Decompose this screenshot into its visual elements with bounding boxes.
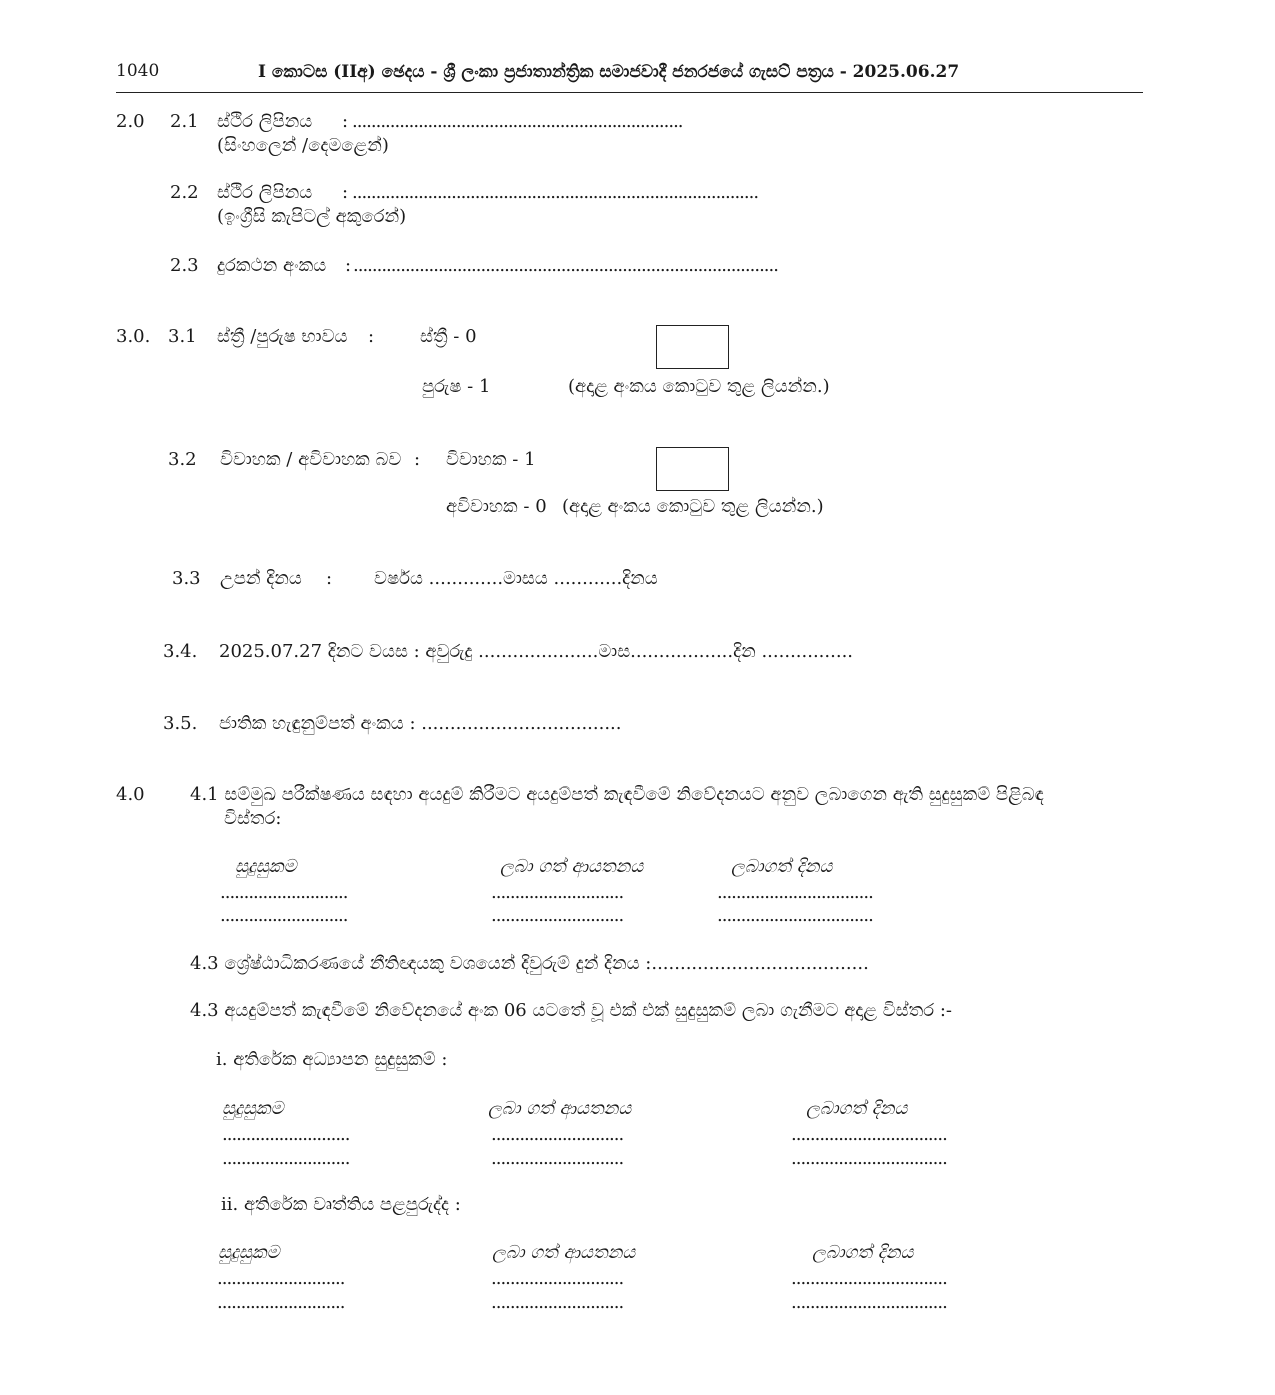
gender-instruction-note: (අදාළ අංකය කොටුව තුළ ලියන්න.) [568,376,830,397]
item-3-2-label: විවාහක / අවිවාහක බව [220,449,402,470]
page-number: 1040 [116,61,160,81]
table1-row2-qualification[interactable]: ........................... [220,905,348,926]
sub2-row1-date[interactable]: ................................. [791,1268,947,1289]
item-2-3-number: 2.3 [170,255,199,276]
table1-header-qualification: සුදුසුකම [235,856,297,877]
sub1-row1-institution[interactable]: ............................ [491,1124,624,1145]
table1-row1-date[interactable]: ................................. [717,882,873,903]
section-2-number: 2.0 [116,111,145,132]
gender-option-female: ස්ත්‍රී - 0 [420,326,477,347]
sub1-title: i. අතිරේක අධ්‍යාපන සුදුසුකම් : [216,1049,448,1070]
item-3-3-label: උපන් දිනය [220,568,302,589]
sub2-header-date: ලබාගත් දිනය [812,1242,914,1263]
item-3-5-number: 3.5. [163,713,198,734]
section-4-number: 4.0 [116,784,145,805]
marital-instruction-note: (අදාළ අංකය කොටුව තුළ ලියන්න.) [562,496,824,517]
item-2-3-label: දුරකථන අංකය [217,255,327,276]
sub1-header-qualification: සුදුසුකම [222,1098,284,1119]
sub2-title: ii. අතිරේක වෘත්තිය පළපුරුද්ද : [221,1194,461,1215]
table1-row1-qualification[interactable]: ........................... [220,882,348,903]
gender-option-male: පුරුෂ - 1 [422,376,491,397]
item-2-2-colon: : [342,182,349,203]
item-4-3-details-heading: 4.3 අයදුම්පත් කැඳවීමේ නිවේදනයේ අංක 06 යටතේ වූ එක් එක් සුදුසුකම් ලබා ගැනීමට අදාළ විස්තර :- [190,1000,952,1021]
sub1-row2-institution[interactable]: ............................ [491,1148,624,1169]
birth-date-field[interactable]: වර්ෂය .............මාසය ............දිනය [374,568,658,589]
item-2-2-label: ස්ථිර ලිපිනය [217,182,313,203]
marital-option-unmarried: අවිවාහක - 0 [446,496,547,517]
marital-option-married: විවාහක - 1 [446,449,536,470]
sub2-row2-qualification[interactable]: ........................... [217,1292,345,1313]
sub1-row2-date[interactable]: ................................. [791,1148,947,1169]
age-field[interactable]: 2025.07.27 දිනට වයස : අවුරුදු .....................මාස..................දින ................ [219,641,854,662]
item-2-1-number: 2.1 [170,111,199,132]
item-2-2-field[interactable]: ...................................................................................... [352,182,759,203]
item-3-2-number: 3.2 [168,449,197,470]
sub1-row1-date[interactable]: ................................. [791,1124,947,1145]
gazette-header-title: I කොටස (IIඅ) ඡෙදය - ශ්‍රී ලංකා ප්‍රජාතාන්ත්‍රික සමාජවාදී ජනරජයේ ගැසට් පත්‍රය - 2025.06.27 [258,62,960,82]
sub1-row2-qualification[interactable]: ........................... [222,1148,350,1169]
item-3-4-number: 3.4. [163,641,198,662]
item-2-1-field[interactable]: ...................................................................... [352,111,683,132]
sub1-header-date: ලබාගත් දිනය [806,1098,908,1119]
sub2-header-institution: ලබා ගත් ආයතනය [492,1242,636,1263]
sub1-row1-qualification[interactable]: ........................... [222,1124,350,1145]
marital-input-box[interactable] [656,447,729,491]
table1-row2-institution[interactable]: ............................ [491,905,624,926]
item-3-1-colon: : [368,326,375,347]
sub2-row2-date[interactable]: ................................. [791,1292,947,1313]
item-2-2-number: 2.2 [170,182,199,203]
item-2-3-colon: : [345,255,352,276]
sub2-row1-qualification[interactable]: ........................... [217,1268,345,1289]
sub2-row2-institution[interactable]: ............................ [491,1292,624,1313]
table1-row1-institution[interactable]: ............................ [491,882,624,903]
item-2-1-subtitle: (සිංහලෙන් /දෙමළෙන්) [217,135,389,156]
sub2-header-qualification: සුදුසුකම [218,1242,280,1263]
item-2-1-label: ස්ථිර ලිපිනය [217,111,313,132]
item-2-3-field[interactable]: .......................................................................................... [353,255,778,276]
item-4-1-line1: 4.1 සම්මුඛ පරීක්ෂණය සඳහා අයදුම් කිරීමට අයදුම්පත් කැඳවීමේ නිවේදනයට අනුව ලබාගෙන ඇති සුදුසුකම් පිළිබඳ [190,784,1044,805]
item-3-3-number: 3.3 [172,568,201,589]
nic-number-field[interactable]: ජාතික හැඳුනුම්පත් අංකය : ................................... [219,713,622,734]
item-3-1-number: 3.1 [168,326,197,347]
sub1-header-institution: ලබා ගත් ආයතනය [488,1098,632,1119]
item-3-2-colon: : [414,449,421,470]
item-4-1-line2: විස්තර: [224,808,282,829]
sub2-row1-institution[interactable]: ............................ [491,1268,624,1289]
item-2-2-subtitle: (ඉංග්‍රීසි කැපිටල් අකුරෙන්) [217,206,407,227]
item-3-1-label: ස්ත්‍රී /පුරුෂ භාවය [217,326,348,347]
oath-date-field[interactable]: 4.3 ශ්‍රේෂ්ඨාධිකරණයේ නීතිඥයකු වශයෙන් දිවුරුම් දුන් දිනය :...................................... [190,953,869,974]
table1-header-institution: ලබා ගත් ආයතනය [500,856,644,877]
table1-header-date: ලබාගත් දිනය [731,856,833,877]
item-2-1-colon: : [342,111,349,132]
table1-row2-date[interactable]: ................................. [717,905,873,926]
item-3-3-colon: : [326,568,333,589]
gender-input-box[interactable] [656,325,729,369]
section-3-number: 3.0. [116,326,151,347]
header-rule [116,92,1143,93]
